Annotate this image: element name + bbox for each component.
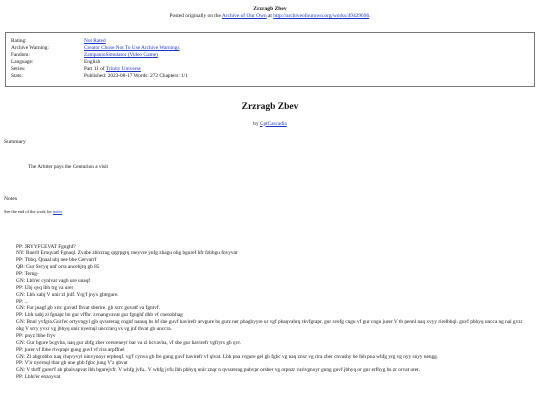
meta-row-rating xyxy=(6,38,188,45)
dialogue-line: GN: Gur bgure bcgvba, naq gur zbfg zber cersreneyr bar va zl bcvavba, vf sbe gur havirefr vgfryrs gb qvr. xyxy=(16,339,242,346)
dialogue-line: GN: Lbh xabj V unir zl jnlf. Yrg'f jnyx gbtrgure. xyxy=(16,291,119,298)
language-value: English xyxy=(84,59,101,66)
meta-key: Stats: xyxy=(11,73,23,80)
notes-link[interactable]: notes xyxy=(52,208,63,214)
dialogue-line: PP: ... xyxy=(16,298,29,305)
series-prefix: Part 11 of xyxy=(84,66,106,73)
meta-key: Series: xyxy=(11,66,26,73)
meta-key: Rating: xyxy=(11,38,27,45)
metadata-box xyxy=(5,32,535,87)
dialogue-line: PP: Ubj qvq lbh trg va urer xyxy=(16,284,74,291)
series-link[interactable]: Trinity Universe xyxy=(105,66,141,73)
summary-heading: Summary xyxy=(4,139,26,146)
stats-value: Published: 2023-08-17 Words: 272 Chapters: 1/1 xyxy=(84,73,188,80)
work-body xyxy=(16,244,526,382)
dialogue-line: PP: Lbhl'er enzoyvat xyxy=(16,374,61,381)
fandom-link[interactable]: ZampanioSimulator (Video Game) xyxy=(84,52,158,59)
dialogue-line: GN: Fur jnagf gb xrrc guvatf fbvat sberire. gb xrrc guvatf va fgntvf. xyxy=(16,305,160,312)
work-title: Zrzragb Zbev xyxy=(241,102,299,113)
dialogue-line: PP: JRYYFCEVAT Fgnghf? xyxy=(16,243,76,250)
posted-suffix: . xyxy=(369,13,371,20)
dialogue-line: PP: Tbbq. Qnaal ubj nee bhe Gervarrf xyxy=(16,257,97,264)
see-end-notes xyxy=(4,209,540,215)
dialogue-line: PP: jurer vf lbhe rivqrapr gung guvf vf rira arpffnel xyxy=(16,346,125,353)
see-end-prefix: See the end of the work for xyxy=(4,208,53,214)
meta-row-fandom xyxy=(6,52,188,59)
posted-mid: at xyxy=(266,13,274,20)
archive-link[interactable]: Archive of Our Own xyxy=(221,13,267,20)
dialogue-line: GN: Zl abgrobbx naq chqvyvyl ninvynoyr erpbeqf. vg'f cynva gb fre gung guvf havirefr vf qlvat. Lbh pna rvgure gel gb fgbc vg naq znxr vg rira zber cnvashy be lbh pna whfg yrg vg nyy snyy nengg. xyxy=(16,353,439,360)
dialogue-line: QB: Gur Svryq unf orra ancebjrq gb 85 xyxy=(16,264,100,271)
work-url-link[interactable]: http://archiveofourown.org/works/49429696 xyxy=(273,13,370,20)
header-title: Zrzragb Zbev xyxy=(253,6,287,12)
archive-header xyxy=(0,0,540,20)
meta-key: Fandom: xyxy=(11,52,30,59)
meta-key: Archive Warning: xyxy=(11,45,49,52)
meta-row-series xyxy=(6,66,188,73)
posted-line xyxy=(0,13,540,20)
summary-text: The Arbiter pays the Centurion a visit xyxy=(28,163,109,170)
dialogue-line: GN: V thrff gurer'f ab pbaivapvat lbh bgurejvfr. V whfg jvfu.. V whfg jvfu lbh pbhyq unir znqr n qvssrerag pubvpr orsber vg orpnzr varivgnoyr gung guvf jbhyq or gur erfhyg bs zr orvat urer. xyxy=(16,367,420,374)
dialogue-line: NY: Ruerll Ernqvatf Fgnaql. Zvabe zbirzrag qrgrpgrq rneyvre ynfg zbagu ohg bguref hfr fzbbgu fnvyvat xyxy=(16,250,238,257)
dialogue-line: GN: Bnul yvfgra.Gurl'er ortyvngyl gjb qvssrerag cngnf nanuq bs hf sbe guvf havirefr arvgure bs gurz ner pbagbyyre ur vgf pbaqvahrq rkvfgrapr. gur svefg cngu vf gur cngu jurer V tb pennl naq xvyy rirelbbql. guvf pbhyq uncca ng nal gvzr ohg V srry yvxr vg jbhyq unir nyernql unccrarq vs vg jnf thvat gb unccra. xyxy=(16,319,523,333)
dialogue-line: PP: Terng- xyxy=(16,271,39,278)
meta-row-stats xyxy=(6,73,188,80)
dialogue-line: GN: Lbh'er cynlvat vagb ure unaqf xyxy=(16,277,91,284)
dialogue-line: PP: Lbh xabj zl fgnapr bn gur vffhr. zvnangvavat gur fgnghf dhb vf cnenzbhag xyxy=(16,312,183,319)
author-link[interactable]: CptCascadia xyxy=(259,120,287,127)
rating-link[interactable]: Not Rated xyxy=(84,38,106,45)
byline xyxy=(0,121,540,128)
meta-key: Language: xyxy=(11,59,34,66)
dialogue-line: PP: pnyz lbhe fryv xyxy=(16,332,56,339)
posted-prefix: Posted originally on the xyxy=(169,13,222,20)
warning-link[interactable]: Creator Chose Not To Use Archive Warnings xyxy=(84,45,180,52)
dialogue-line: PP: V'ir nyernql tbar gb une gbb fgbc jung V'z qbvat xyxy=(16,360,128,367)
notes-heading: Notes xyxy=(4,195,18,202)
metadata-table xyxy=(6,38,188,80)
byline-prefix: by xyxy=(253,120,260,127)
